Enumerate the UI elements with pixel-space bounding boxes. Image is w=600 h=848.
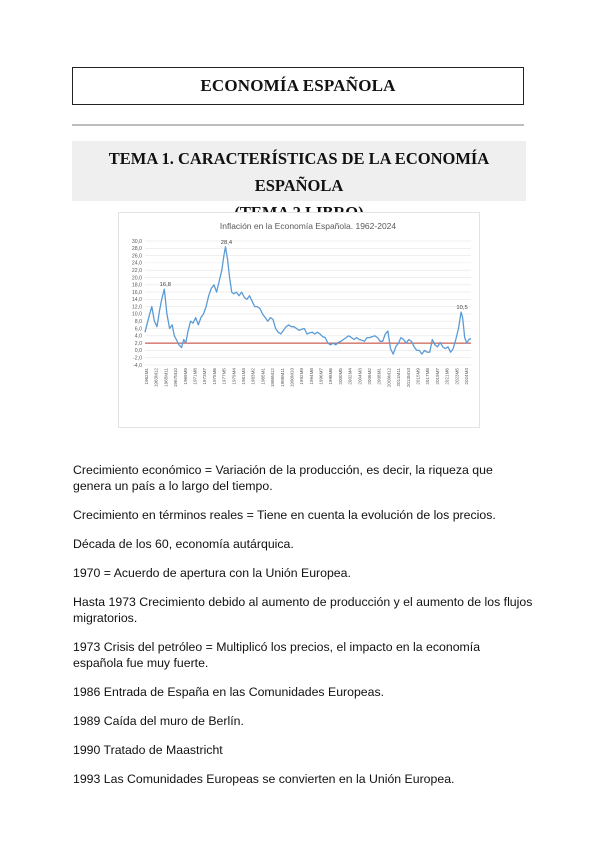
inflation-chart <box>118 212 480 428</box>
x-tick-label: 1975M6 <box>211 368 217 385</box>
x-tick-label: 2024M4 <box>464 368 469 385</box>
y-tick-label: -2,0 <box>133 355 142 362</box>
y-tick-label: 12,0 <box>131 304 142 311</box>
chart-title: Inflación en la Economía Española. 1962-2024 <box>219 221 397 231</box>
y-tick-label: -4,0 <box>133 362 142 369</box>
x-tick-label: 2009M12 <box>386 368 392 388</box>
paragraph: 1989 Caída del muro de Berlín. <box>73 714 244 728</box>
x-tick-label: 1971M8 <box>192 368 198 385</box>
x-tick-label: 2011M11 <box>396 368 402 387</box>
x-tick-label: 2017M8 <box>425 368 431 385</box>
y-tick-label: 4,0 <box>134 333 142 340</box>
y-tick-label: 24,0 <box>131 260 142 267</box>
y-tick-label: 20,0 <box>131 275 142 282</box>
x-tick-label: 1983M2 <box>250 368 256 385</box>
data-label: 28,4 <box>220 239 233 246</box>
x-tick-label: 1979M4 <box>231 368 237 385</box>
x-tick-label: 2008M1 <box>376 368 382 385</box>
paragraph: 1970 = Acuerdo de apertura con la Unión Europea. <box>73 566 351 580</box>
y-tick-label: 28,0 <box>131 246 142 253</box>
y-tick-label: 8,0 <box>134 319 142 326</box>
x-tick-label: 1990M10 <box>289 368 295 388</box>
x-tick-label: 1963M12 <box>153 368 159 388</box>
y-tick-label: 10,0 <box>131 311 142 318</box>
y-tick-label: 18,0 <box>131 282 142 289</box>
paragraph: Crecimiento económico = Variación de la producción, es decir, la riqueza que genera un país a lo largo del tiempo. <box>73 463 493 493</box>
x-tick-label: 2000M5 <box>337 368 343 385</box>
section-heading-line1: TEMA 1. CARACTERÍSTICAS DE LA ECONOMÍA ESPAÑOLA <box>108 149 490 195</box>
x-tick-label: 1985M1 <box>260 368 266 385</box>
y-tick-label: 2,0 <box>134 340 142 347</box>
document-title: ECONOMÍA ESPAÑOLA <box>200 76 396 95</box>
inflation-chart-svg <box>119 213 479 427</box>
data-label: 16,8 <box>159 282 171 289</box>
x-tick-label: 2021M6 <box>444 368 450 385</box>
section-heading <box>72 141 526 201</box>
x-tick-label: 1973M7 <box>202 368 208 385</box>
x-tick-label: 1996M7 <box>318 368 324 385</box>
paragraph: 1986 Entrada de España en las Comunidades Europeas. <box>73 685 385 699</box>
x-tick-label: 2019M7 <box>434 368 440 385</box>
x-tick-label: 2015M9 <box>415 368 421 385</box>
x-tick-label: 2002M4 <box>347 368 353 385</box>
paragraph: 1993 Las Comunidades Europeas se convierten en la Unión Europea. <box>73 772 455 786</box>
y-tick-label: 30,0 <box>131 238 142 245</box>
notes-body <box>73 462 533 800</box>
paragraph: Década de los 60, economía autárquica. <box>73 537 294 551</box>
x-tick-label: 1965M11 <box>163 368 169 387</box>
x-tick-label: 2023M5 <box>454 368 460 385</box>
y-tick-label: 6,0 <box>134 326 142 333</box>
x-tick-label: 1967M10 <box>173 368 179 388</box>
x-tick-label: 2004M3 <box>357 368 363 385</box>
x-tick-label: 1986M12 <box>270 368 276 388</box>
x-tick-label: 1988M11 <box>279 368 285 387</box>
paragraph: 1973 Crisis del petróleo = Multiplicó los precios, el impacto en la economía española fue muy fuerte. <box>73 640 481 670</box>
y-tick-label: 16,0 <box>131 289 142 296</box>
x-tick-label: 1992M9 <box>299 368 305 385</box>
paragraph: 1990 Tratado de Maastricht <box>73 743 223 757</box>
x-tick-label: 1981M3 <box>240 368 246 385</box>
x-tick-label: 1998M6 <box>328 368 334 385</box>
x-tick-label: 2006M2 <box>367 368 373 385</box>
x-tick-label: 1977M5 <box>221 368 227 385</box>
x-tick-label: 2013M10 <box>405 368 411 388</box>
paragraph: Crecimiento en términos reales = Tiene en cuenta la evolución de los precios. <box>73 508 496 522</box>
y-tick-label: 22,0 <box>131 267 142 274</box>
y-tick-label: 14,0 <box>131 297 142 304</box>
x-tick-label: 1962M1 <box>144 368 149 385</box>
horizontal-divider <box>72 124 524 126</box>
y-tick-label: 0,0 <box>134 348 142 355</box>
y-tick-label: 26,0 <box>131 253 142 260</box>
document-title-box <box>72 67 524 105</box>
x-tick-label: 1994M8 <box>308 368 314 385</box>
paragraph: Hasta 1973 Crecimiento debido al aumento de producción y el aumento de los flujos migratorios. <box>73 595 533 625</box>
x-tick-label: 1969M9 <box>182 368 188 385</box>
data-label: 10,5 <box>456 305 468 312</box>
